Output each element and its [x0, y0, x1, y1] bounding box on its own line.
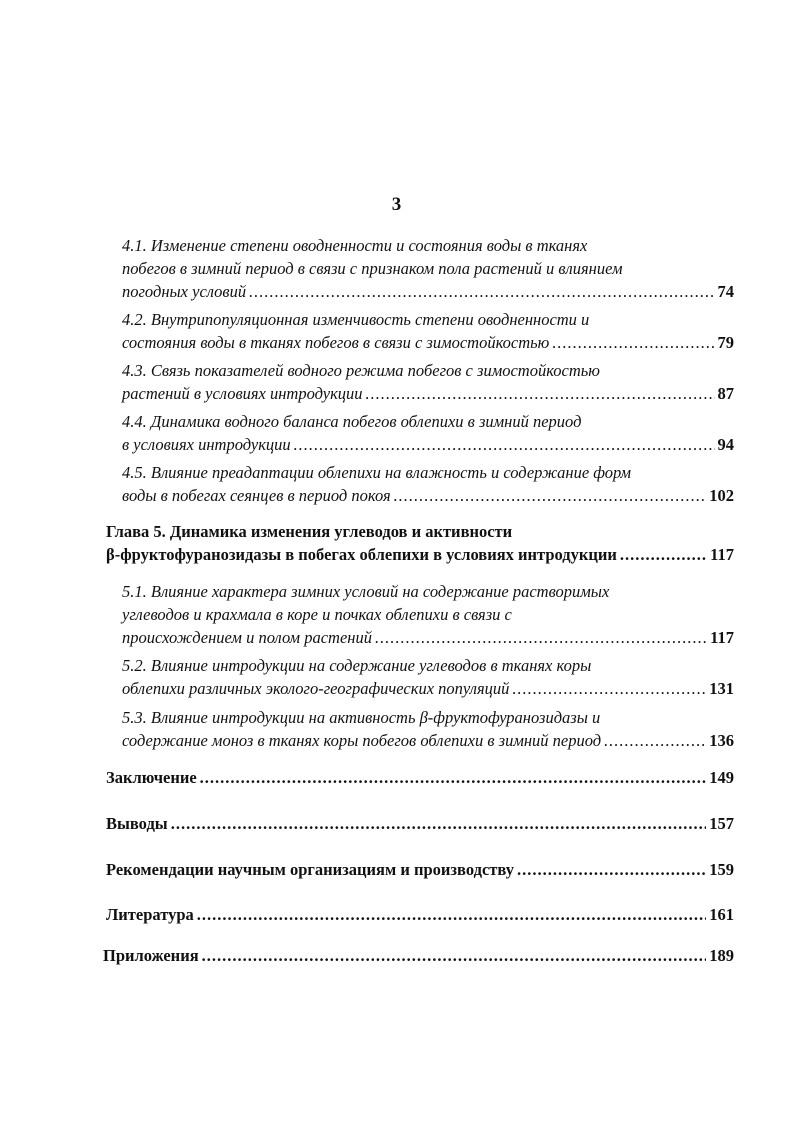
toc-conclusion[interactable] — [106, 766, 734, 789]
toc-entry-5-2[interactable] — [122, 654, 734, 700]
toc-entry-line: 4.1. Изменение степени оводненности и состояния воды в тканях — [122, 236, 588, 255]
dot-leader — [517, 858, 706, 881]
toc-entry-title: облепихи различных эколого-географических популяций — [122, 679, 510, 698]
toc-page-number: 117 — [710, 545, 734, 564]
toc-entry-line: углеводов и крахмала в коре и почках облепихи в связи с — [122, 605, 512, 624]
toc-entry-line: 5.2. Влияние интродукции на содержание углеводов в тканях коры — [122, 656, 592, 675]
toc-entry-title: Выводы — [106, 814, 168, 833]
toc-findings[interactable] — [106, 812, 734, 835]
toc-page-number: 102 — [709, 486, 734, 505]
toc-entry-4-5[interactable] — [122, 461, 734, 507]
toc-page-number: 74 — [717, 282, 734, 301]
toc-page-number: 136 — [709, 731, 734, 750]
toc-entry-5-1[interactable] — [122, 580, 734, 649]
toc-page-number: 157 — [709, 814, 734, 833]
toc-entry-line: 4.5. Влияние преадаптации облепихи на влажность и содержание форм — [122, 463, 631, 482]
toc-appendices[interactable] — [103, 944, 734, 967]
toc-entry-title: погодных условий — [122, 282, 247, 301]
toc-entry-title: β-фруктофуранозидазы в побегах облепихи в условиях интродукции — [106, 545, 617, 564]
toc-entry-title: Заключение — [106, 768, 197, 787]
toc-page-number: 131 — [709, 679, 734, 698]
dot-leader — [200, 766, 707, 789]
dot-leader — [375, 626, 707, 649]
toc-page-number: 161 — [709, 905, 734, 924]
toc-entry-title: состояния воды в тканях побегов в связи с зимостойкостью — [122, 333, 550, 352]
dot-leader — [171, 812, 707, 835]
toc-entry-4-2[interactable] — [122, 308, 734, 354]
toc-entry-title: Приложения — [103, 946, 199, 965]
toc-page-number: 149 — [709, 768, 734, 787]
toc-entry-title: Литература — [106, 905, 194, 924]
toc-entry-4-4[interactable] — [122, 410, 734, 456]
dot-leader — [552, 331, 714, 354]
dot-leader — [249, 280, 714, 303]
toc-entry-title: воды в побегах сеянцев в период покоя — [122, 486, 391, 505]
toc-entry-line: 4.2. Внутрипопуляционная изменчивость степени оводненности и — [122, 310, 590, 329]
page-number: 3 — [391, 194, 402, 215]
dot-leader — [512, 677, 706, 700]
toc-entry-title: Рекомендации научным организациям и производству — [106, 860, 514, 879]
toc-entry-line: 5.3. Влияние интродукции на активность β-фруктофуранозидазы и — [122, 708, 601, 727]
toc-chapter-5[interactable] — [106, 520, 734, 566]
dot-leader — [604, 729, 706, 752]
dot-leader — [620, 543, 707, 566]
toc-recommendations[interactable] — [106, 858, 734, 881]
dot-leader — [197, 903, 706, 926]
dot-leader — [294, 433, 715, 456]
toc-entry-title: содержание моноз в тканях коры побегов облепихи в зимний период — [122, 731, 602, 750]
toc-entry-5-3[interactable] — [122, 706, 734, 752]
toc-entry-line: 4.3. Связь показателей водного режима побегов с зимостойкостью — [122, 361, 600, 380]
toc-entry-title: растений в условиях интродукции — [122, 384, 363, 403]
toc-entry-title: в условиях интродукции — [122, 435, 291, 454]
toc-page-number: 79 — [717, 333, 734, 352]
toc-literature[interactable] — [106, 903, 734, 926]
toc-page-number: 159 — [709, 860, 734, 879]
dot-leader — [366, 382, 715, 405]
toc-entry-title: происхождением и полом растений — [122, 628, 372, 647]
toc-entry-4-1[interactable] — [122, 234, 734, 303]
toc-page-number: 189 — [709, 946, 734, 965]
toc-page-number: 117 — [710, 628, 734, 647]
toc-entry-line: побегов в зимний период в связи с признаком пола растений и влиянием — [122, 259, 623, 278]
toc-page-number: 94 — [717, 435, 734, 454]
dot-leader — [202, 944, 707, 967]
toc-entry-line: 5.1. Влияние характера зимних условий на содержание растворимых — [122, 582, 610, 601]
toc-page-number: 87 — [717, 384, 734, 403]
toc-entry-4-3[interactable] — [122, 359, 734, 405]
dot-leader — [394, 484, 707, 507]
toc-entry-line: Глава 5. Динамика изменения углеводов и активности — [106, 522, 513, 541]
toc-entry-line: 4.4. Динамика водного баланса побегов облепихи в зимний период — [122, 412, 582, 431]
